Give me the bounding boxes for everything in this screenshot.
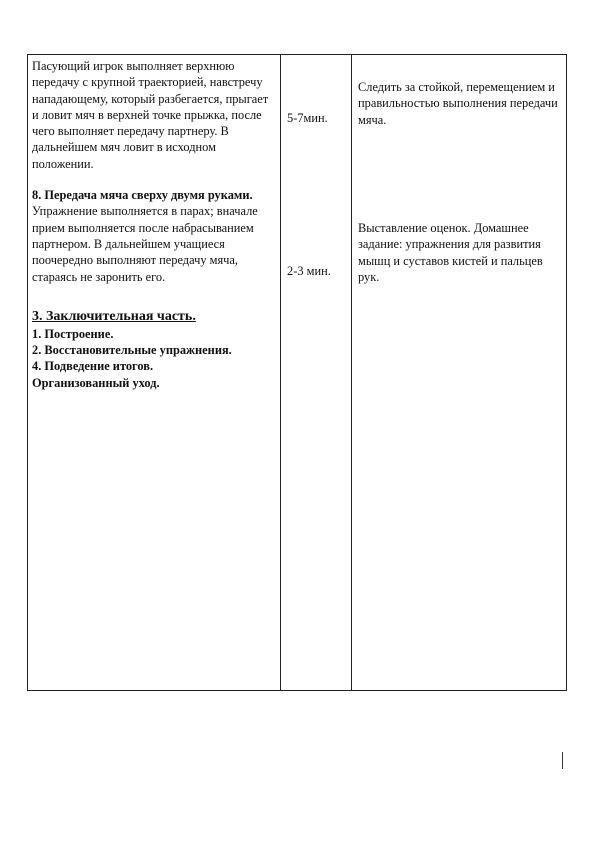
section-3-item: Организованный уход.: [32, 375, 160, 390]
exercise-8-description: Упражнение выполняется в парах; вначале прием выполняется после набрасыванием партнером. В дальнейшем учащиеся поочередно выполняют передачу мяча, стараясь не заронить его.: [32, 204, 258, 284]
method-note-1: Следить за стойкой, перемещением и правильностью выполнения передачи мяча.: [358, 80, 558, 127]
exercise-8-title: 8. Передача мяча сверху двумя руками.: [32, 188, 253, 203]
duration-2: 2-3 мин.: [287, 264, 331, 278]
section-3-item: 1. Построение.: [32, 326, 114, 341]
method-note-2: Выставление оценок. Домашнее задание: упражнения для развития мышц и суставов кистей и пальцев рук.: [358, 221, 543, 284]
section-3-title: 3. Заключительная часть.: [32, 308, 196, 324]
duration-cell: [280, 55, 351, 690]
page-edge-marker: [562, 752, 563, 769]
notes-cell: [351, 55, 568, 690]
lesson-plan-table: [27, 54, 567, 691]
exercise-description: Пасующий игрок выполняет верхнюю передачу с крупной траекторией, навстречу нападающему, который разбегается, прыгает и ловит мяч в верхней точке прыжка, после чего выполняет передачу партнеру. В дальнейшем мяч ловит в исходном положении.: [32, 59, 269, 171]
section-3-item: 4. Подведение итогов.: [32, 359, 154, 374]
section-3-item: 2. Восстановительные упражнения.: [32, 343, 232, 358]
duration-1: 5-7мин.: [287, 111, 328, 125]
exercise-content-cell: [28, 55, 280, 690]
